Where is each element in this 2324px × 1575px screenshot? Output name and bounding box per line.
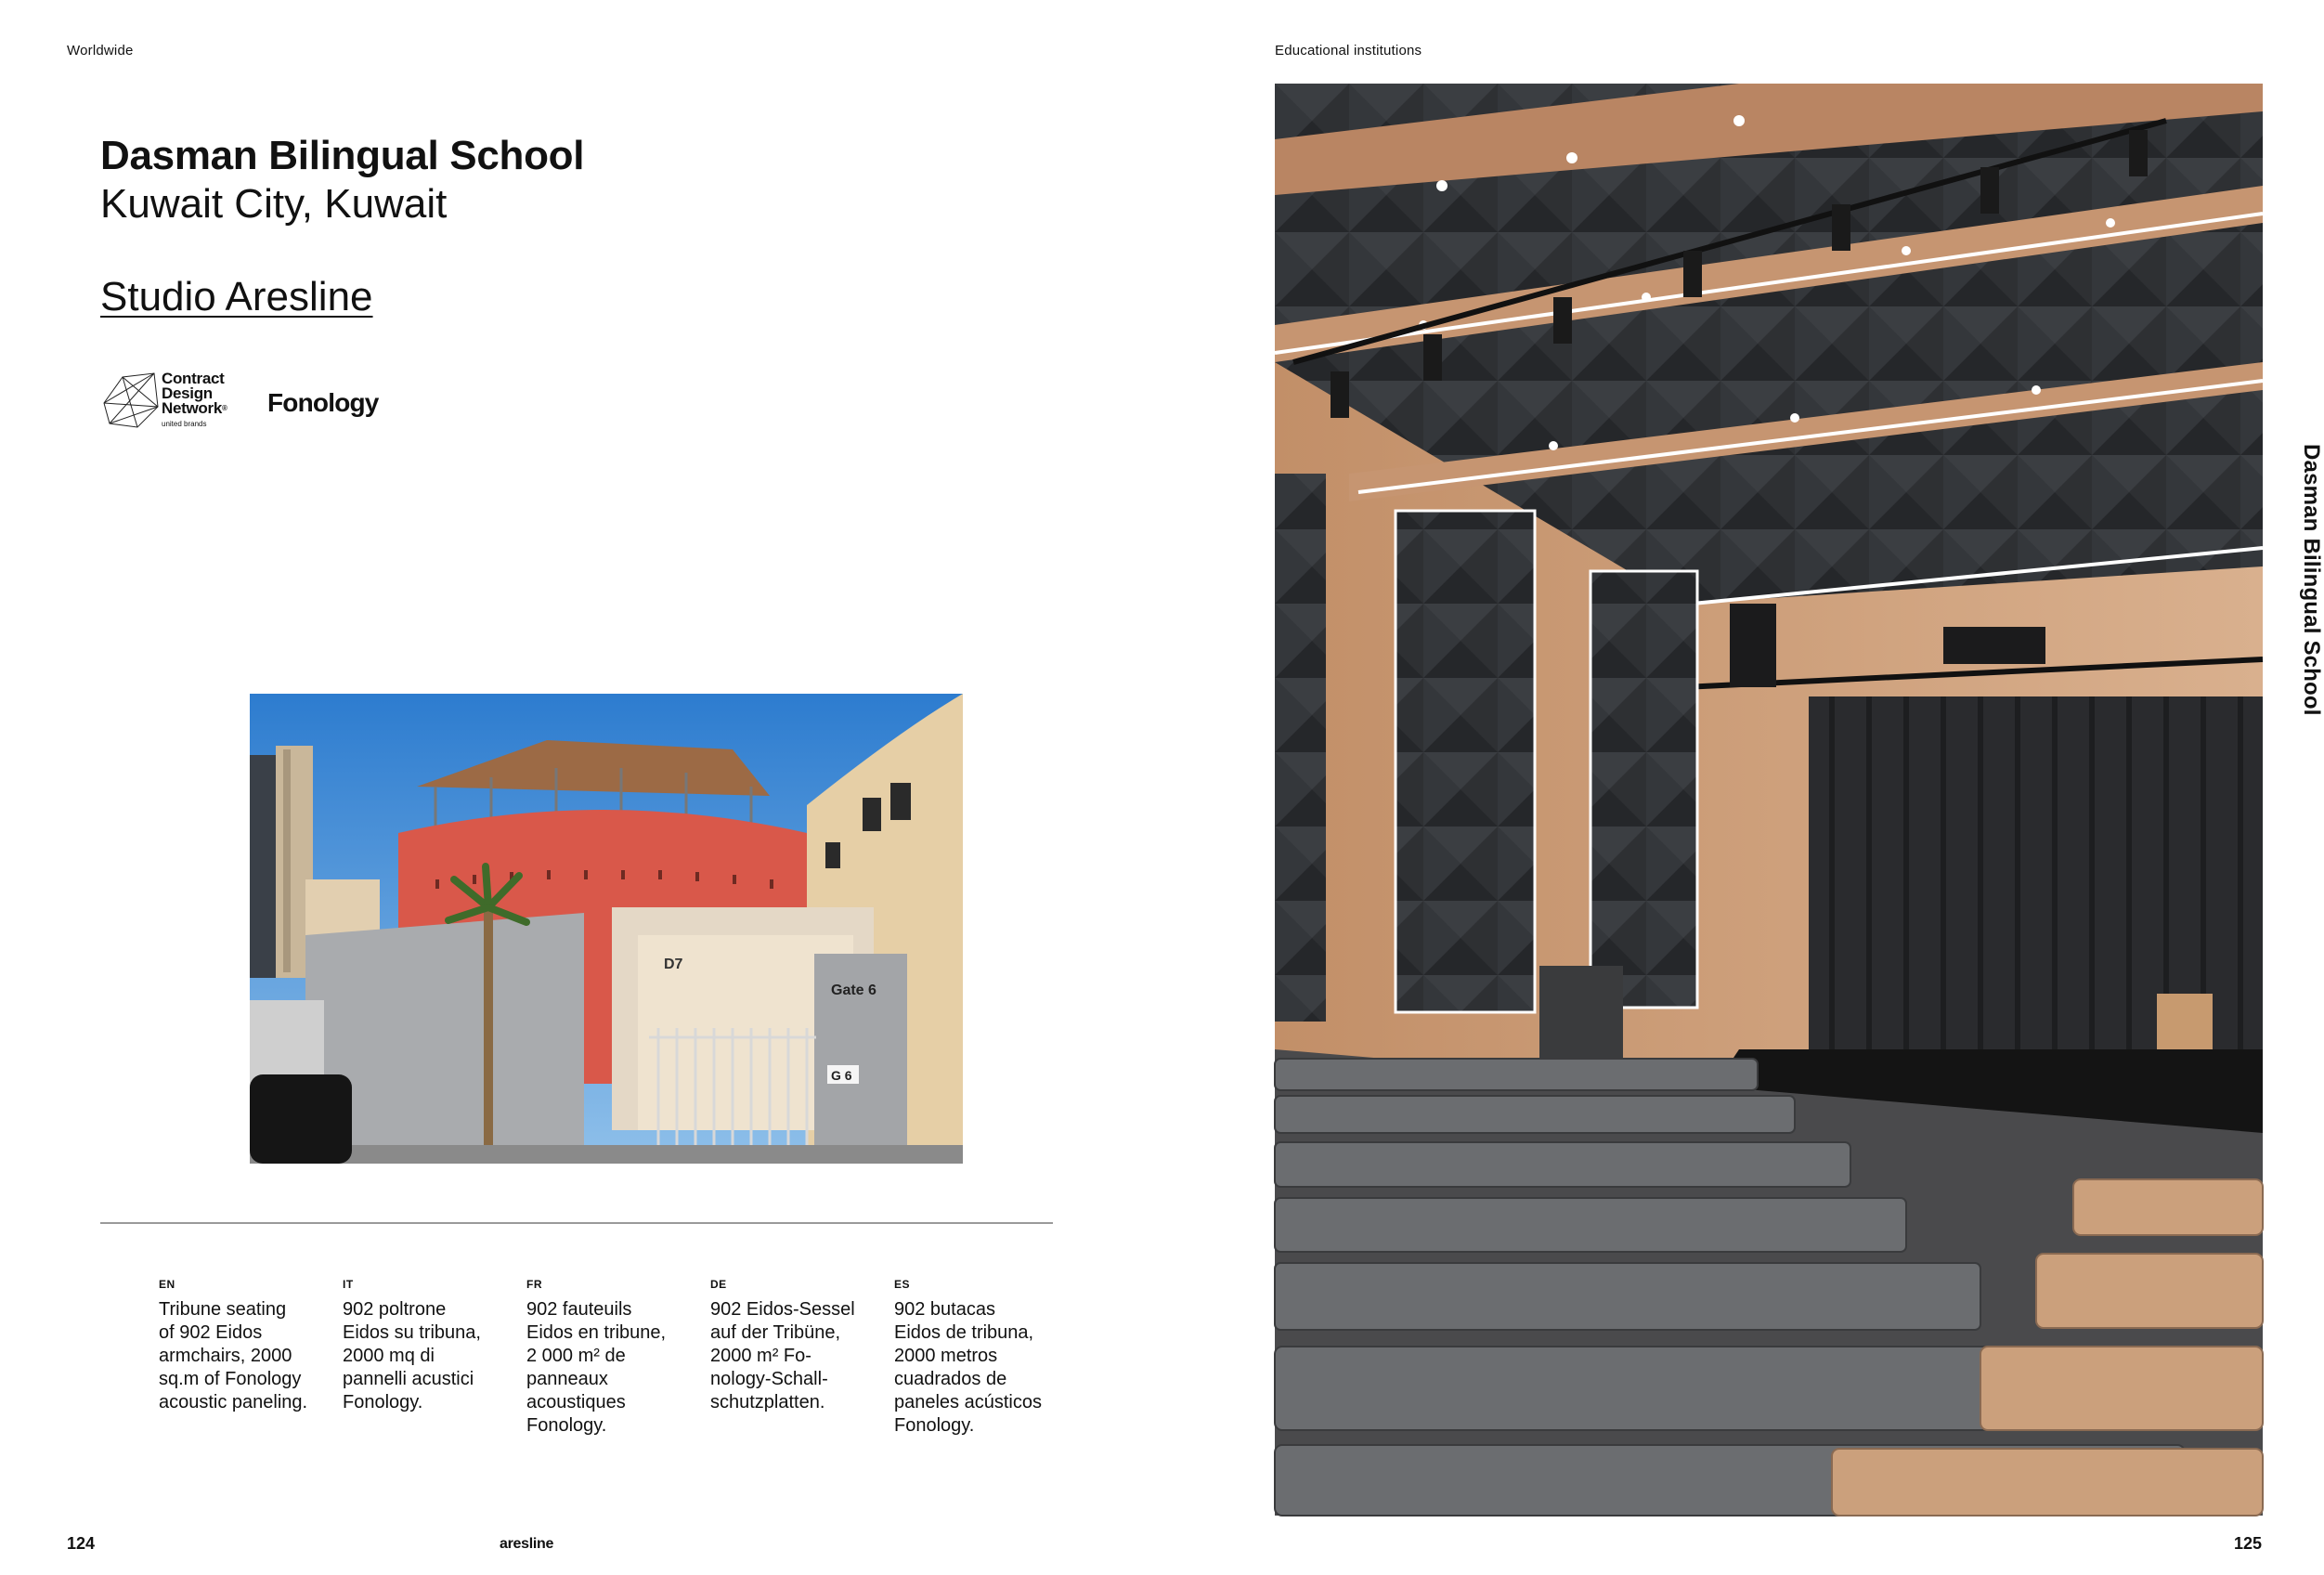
- lang-text: 902 butacas Eidos de tribuna, 2000 metros cuadrados de paneles acústicos Fonology.: [894, 1299, 1042, 1436]
- lang-code: ES: [894, 1278, 911, 1291]
- lang-code: IT: [343, 1278, 354, 1291]
- brand-footer: aresline: [500, 1536, 554, 1552]
- section-divider: [100, 1222, 1053, 1224]
- project-title: Dasman Bilingual School: [100, 133, 585, 178]
- description-en: [159, 1278, 335, 1414]
- lang-text: 902 poltrone Eidos su tribuna, 2000 mq di pannelli acustici Fonology.: [343, 1299, 481, 1412]
- description-it: [343, 1278, 519, 1414]
- description-es: [894, 1278, 1071, 1438]
- lang-text: 902 fauteuils Eidos en tribune, 2 000 m² de panneaux acoustiques Fonology.: [526, 1299, 667, 1436]
- building-code: D7: [664, 957, 683, 972]
- side-label: Dasman Bilingual School: [2299, 444, 2324, 716]
- description-de: [710, 1278, 887, 1414]
- lang-code: EN: [159, 1278, 175, 1291]
- fonology-logo: Fonology: [267, 388, 379, 417]
- contract-design-network-logo: [100, 370, 240, 435]
- gate-code: G 6: [831, 1068, 852, 1083]
- lang-text: Tribune seating of 902 Eidos armchairs, 2000 sq.m of Fonology acoustic paneling.: [159, 1299, 308, 1412]
- project-location: Kuwait City, Kuwait: [100, 181, 448, 227]
- lang-code: FR: [526, 1278, 542, 1291]
- gate-sign: Gate 6: [831, 983, 876, 998]
- lang-code: DE: [710, 1278, 727, 1291]
- studio-link[interactable]: Studio Aresline: [100, 274, 373, 319]
- page-number-left: 124: [67, 1534, 96, 1553]
- cdn-geometric-icon: [100, 370, 160, 431]
- cdn-tagline: united brands: [162, 420, 207, 428]
- exterior-photo: [250, 694, 963, 1164]
- cdn-wordmark: Contract Design Network®: [162, 370, 227, 417]
- page-number-right: 125: [2234, 1534, 2263, 1553]
- running-header-right: Educational institutions: [1275, 43, 1422, 59]
- description-fr: [526, 1278, 703, 1438]
- auditorium-photo: [1275, 84, 2263, 1516]
- running-header-left: Worldwide: [67, 43, 134, 59]
- lang-text: 902 Eidos-Sessel auf der Tribüne, 2000 m² Fo- nology-Schall- schutzplatten.: [710, 1299, 855, 1412]
